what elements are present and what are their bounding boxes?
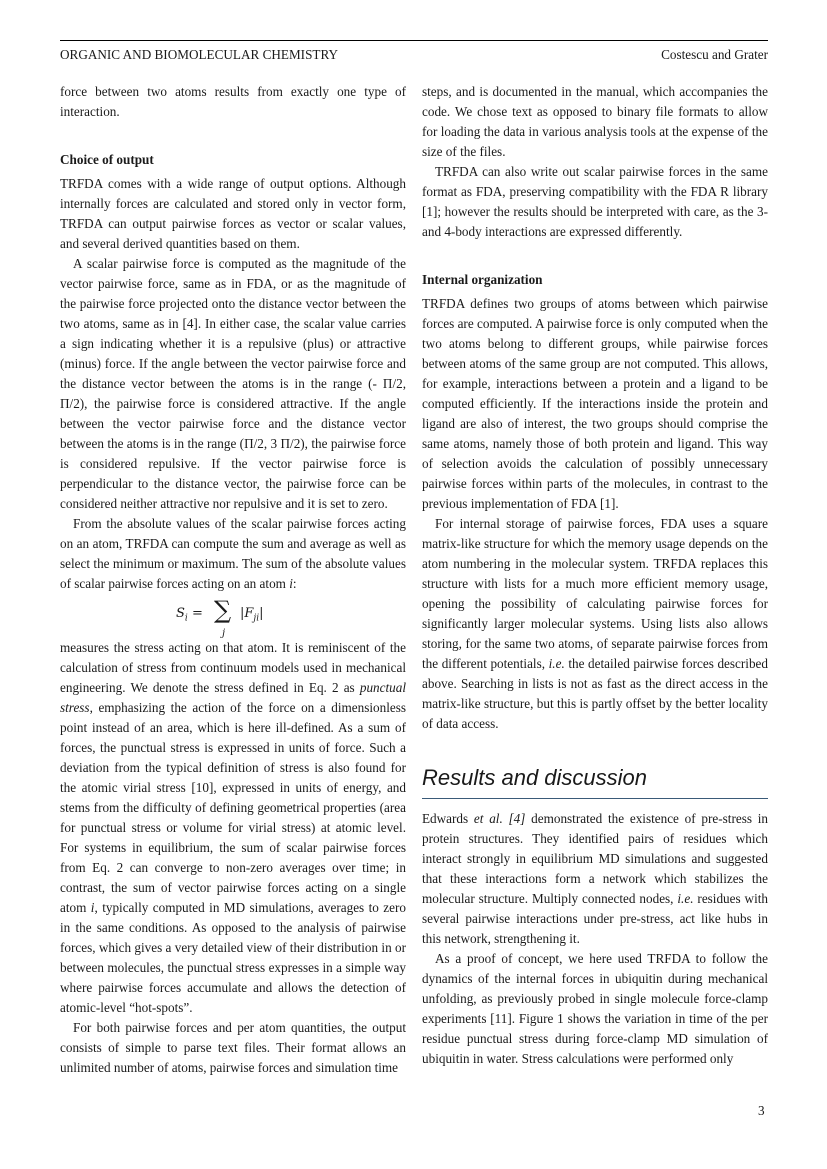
- running-authors: Costescu and Grater: [661, 47, 768, 62]
- paragraph: force between two atoms results from exactly one type of interaction.: [60, 84, 406, 119]
- paragraph: TRFDA defines two groups of atoms between which pairwise forces are computed. A pairwise force is only computed when the two atoms belong to different groups, while pairwise forces between atoms of the same group are not computed. This allows, for example, interactions between a protein and a ligand to be computed efficiently. If the interactions inside the protein and ligand are also of interest, the two groups should comprise the same atoms, namely those of both protein and ligand. This way of selection avoids the calculation of possibly unnecessary pairwise forces within parts of the molecules, in contrast to the previous implementation of FDA [1].: [422, 296, 768, 511]
- paragraph: TRFDA can also write out scalar pairwise forces in the same format as FDA, preserving compatibility with the FDA R library [1]; however the results should be interpreted with care, as the 3- and 4-body interactions are expressed differently.: [422, 164, 768, 239]
- equation-punctual-stress: $S_i$ = ∑ j $|F_{ji}|$: [176, 596, 264, 639]
- section-title: Results and discussion: [422, 764, 768, 799]
- paragraph: TRFDA comes with a wide range of output options. Although internally forces are calculated and stored only in vector form, TRFDA can output pairwise forces as vector or scalar values, and several derived quantities based on them.: [60, 176, 406, 251]
- page-number: 3: [758, 1103, 765, 1118]
- subsection-heading-output: Choice of output: [60, 152, 154, 167]
- paragraph: For internal storage of pairwise forces, FDA uses a square matrix-like structure for which the memory usage depends on the atom numbering in the molecular system. TRFDA replaces this structure with lists for a much more efficient memory usage, opening the possibility of calculating pairwise forces for significantly larger molecular systems. Using lists also allows storing, for the same two atoms, of separate pairwise forces from the different potentials, i.e. the detailed pairwise forces described above. Searching in lists is not as fast as the direct access in the matrix-like structure, but this is partly offset by the better locality of data access.: [422, 516, 768, 731]
- subsection-heading-internal: Internal organization: [422, 272, 543, 287]
- paragraph: Edwards et al. [4] demonstrated the existence of pre-stress in protein structures. They identified pairs of residues which interact strongly in equilibrium MD simulations and suggested that these interactions form a network which stabilizes the molecular structure. Multiply connected nodes, i.e. residues with several pairwise interactions under pre-stress, act like hubs in this network, strengthening it.: [422, 811, 768, 946]
- paragraph: From the absolute values of the scalar pairwise forces acting on an atom, TRFDA can compute the sum and average as well as select the minimum or maximum. The sum of the absolute values of scalar pairwise forces acting on an atom i:: [60, 516, 406, 591]
- right-column: [422, 82, 768, 1069]
- left-column: [60, 82, 406, 1078]
- paragraph: As a proof of concept, we here used TRFDA to follow the dynamics of the internal forces in ubiquitin during mechanical unfolding, as previously probed in single molecule force-clamp experiments [11]. Figure 1 shows the variation in time of the per residue punctual stress during force-clamp MD simulation of ubiquitin in water. Stress calculations were performed only: [422, 951, 768, 1066]
- journal-name: ORGANIC AND BIOMOLECULAR CHEMISTRY: [60, 47, 339, 62]
- paragraph: steps, and is documented in the manual, which accompanies the code. We chose text as opposed to binary file formats to allow for loading the data in various analysis tools at the expense of the size of the files.: [422, 84, 768, 159]
- paragraph: For both pairwise forces and per atom quantities, the output consists of simple to parse text files. Their format allows an unlimited number of atoms, pairwise forces and simulation time: [60, 1020, 406, 1075]
- paragraph: A scalar pairwise force is computed as the magnitude of the vector pairwise force, same as in FDA, or as the magnitude of the pairwise force projected onto the distance vector between the two atoms, same as in [4]. In either case, the scalar value carries a sign indicating whether it is a repulsive (plus) or attractive (minus) force. If the angle between the vector pairwise force and the distance vector between the atoms is in the range (- Π/2, Π/2), the pairwise force is considered attractive. If the angle between the vector pairwise force and the distance vector between the atoms is in the range (Π/2, 3 Π/2), the pairwise force is considered repulsive. If the vector pairwise force is perpendicular to the distance vector, the pairwise force can be considered neither attractive nor repulsive and it is set to zero.: [60, 256, 406, 511]
- running-header: [60, 40, 768, 62]
- paragraph: measures the stress acting on that atom. It is reminiscent of the calculation of stress from continuum models used in mechanical engineering. We denote the stress defined in Eq. 2 as punctual stress, emphasizing the action of the force on a dimensionless point instead of an area, which is here ill-defined. As a sum of forces, the punctual stress is expressed in units of force. Such a deviation from the typical definition of stress is also found for the atomic virial stress [10], expressed in units of energy, and stems from the difficulty of defining geometrical properties (area for punctual stress or volume for virial stress) at atomic level. For systems in equilibrium, the sum of scalar pairwise forces from Eq. 2 can converge to non-zero averages over time; in contrast, the sum of vector pairwise forces acting on a single atom i, typically computed in MD simulations, averages to zero in the same conditions. As opposed to the analysis of pairwise forces, which gives a very detailed view of their distribution in or between molecules, the punctual stress expresses in a simple way where pairwise forces accumulate and allows the detection of atomic-level “hot-spots”.: [60, 640, 406, 1015]
